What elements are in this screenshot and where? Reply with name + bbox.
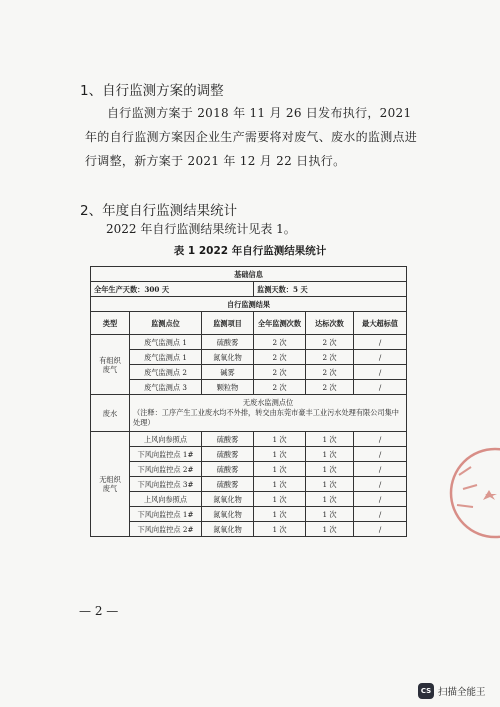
basic-info-title: 基础信息: [91, 267, 407, 282]
monitoring-results-table: [90, 266, 407, 537]
type-cell: 有组织废气: [91, 335, 130, 395]
header-cell: 最大超标值: [354, 312, 407, 335]
table-cell: /: [354, 507, 407, 522]
table-cell: 1 次: [254, 522, 306, 537]
table-cell: 1 次: [306, 507, 354, 522]
page-number: — 2 —: [79, 604, 119, 618]
table-caption: 表 1 2022 年自行监测结果统计: [173, 245, 327, 257]
table-row: [91, 432, 407, 447]
table-cell: /: [354, 462, 407, 477]
table-row: [91, 462, 407, 477]
table-row: [91, 335, 407, 350]
table-cell: 上风向参照点: [130, 492, 202, 507]
table-cell: 1 次: [254, 447, 306, 462]
table-cell: 氮氧化物: [202, 350, 254, 365]
table-cell: 下风向监控点 2#: [130, 462, 202, 477]
table-row: [91, 365, 407, 380]
type-cell: 无组织废气: [91, 432, 130, 537]
table-cell: /: [354, 447, 407, 462]
scanner-watermark: [418, 683, 486, 699]
table-cell: 废气监测点 3: [130, 380, 202, 395]
table-cell: 2 次: [254, 350, 306, 365]
table-cell: 2 次: [306, 350, 354, 365]
header-cell: 全年监测次数: [254, 312, 306, 335]
table-row: [91, 380, 407, 395]
table-cell: 氮氧化物: [202, 522, 254, 537]
table-cell: 废气监测点 2: [130, 365, 202, 380]
table-cell: 硫酸雾: [202, 462, 254, 477]
table-cell: /: [354, 522, 407, 537]
table-cell: 下风向监控点 1#: [130, 447, 202, 462]
table-cell: /: [354, 432, 407, 447]
table-cell: /: [354, 365, 407, 380]
table-cell: 硫酸雾: [202, 477, 254, 492]
table-row: [91, 492, 407, 507]
results-title: 自行监测结果: [91, 297, 407, 312]
table-cell: /: [354, 350, 407, 365]
table-cell: 2 次: [254, 365, 306, 380]
table-cell: 上风向参照点: [130, 432, 202, 447]
table-cell: 1 次: [306, 522, 354, 537]
table-cell: 1 次: [306, 447, 354, 462]
table-cell: 1 次: [306, 462, 354, 477]
section1-paragraph-text: 自行监测方案于 2018 年 11 月 26 日发布执行，2021 年的自行监测方案因企业生产需要将对废气、废水的监测点进行调整，新方案于 2021 年 12 月 22 日执行。: [85, 106, 418, 168]
section1-heading: 1、自行监测方案的调整: [80, 83, 224, 99]
table-cell: 2 次: [254, 380, 306, 395]
table-cell: 碱雾: [202, 365, 254, 380]
table-cell: 下风向监控点 2#: [130, 522, 202, 537]
wastewater-row: [91, 395, 407, 432]
section2-heading: 2、年度自行监测结果统计: [80, 203, 238, 219]
header-cell: 监测项目: [202, 312, 254, 335]
table-cell: 1 次: [254, 492, 306, 507]
table-header-row: [91, 312, 407, 335]
table-cell: /: [354, 477, 407, 492]
section1-paragraph: [85, 101, 420, 173]
header-cell: 达标次数: [306, 312, 354, 335]
table-cell: /: [354, 380, 407, 395]
header-cell: 监测点位: [130, 312, 202, 335]
table-cell: 1 次: [306, 432, 354, 447]
table-cell: 下风向监控点 1#: [130, 507, 202, 522]
table-cell: 1 次: [254, 462, 306, 477]
table-cell: 1 次: [254, 432, 306, 447]
table-cell: 2 次: [306, 365, 354, 380]
section2-intro: 2022 年自行监测结果统计见表 1。: [106, 222, 296, 236]
table-row: [91, 507, 407, 522]
table-cell: 下风向监控点 3#: [130, 477, 202, 492]
table-cell: 硫酸雾: [202, 335, 254, 350]
table-cell: 氮氧化物: [202, 507, 254, 522]
table-row: [91, 350, 407, 365]
type-cell: 废水: [91, 395, 130, 432]
table-cell: 氮氧化物: [202, 492, 254, 507]
header-cell: 类型: [91, 312, 130, 335]
table-cell: 2 次: [306, 335, 354, 350]
table-cell: 1 次: [254, 477, 306, 492]
table-cell: 废气监测点 1: [130, 335, 202, 350]
monitoring-days: 监测天数：5 天: [254, 282, 407, 297]
wastewater-note-cell: [130, 395, 407, 432]
table-row: [91, 447, 407, 462]
table-cell: 1 次: [306, 477, 354, 492]
table-cell: /: [354, 335, 407, 350]
table-cell: 2 次: [306, 380, 354, 395]
table-cell: 硫酸雾: [202, 432, 254, 447]
company-seal-stamp: [447, 445, 500, 541]
table-row: [91, 522, 407, 537]
table-cell: 1 次: [306, 492, 354, 507]
table-cell: 2 次: [254, 335, 306, 350]
table-cell: 1 次: [254, 507, 306, 522]
scanner-app-name: 扫描全能王: [438, 687, 486, 698]
table-cell: 硫酸雾: [202, 447, 254, 462]
table-cell: 颗粒物: [202, 380, 254, 395]
wastewater-line2: （注释：工序产生工业废水均不外排，转交由东莞市豪丰工业污水处理有限公司集中处理）: [133, 408, 399, 427]
table-cell: /: [354, 492, 407, 507]
table-row: [91, 477, 407, 492]
camscanner-logo-icon: CS: [418, 683, 434, 699]
table-cell: 废气监测点 1: [130, 350, 202, 365]
wastewater-line1: 无废水监测点位: [242, 398, 294, 407]
production-days: 全年生产天数：300 天: [91, 282, 254, 297]
